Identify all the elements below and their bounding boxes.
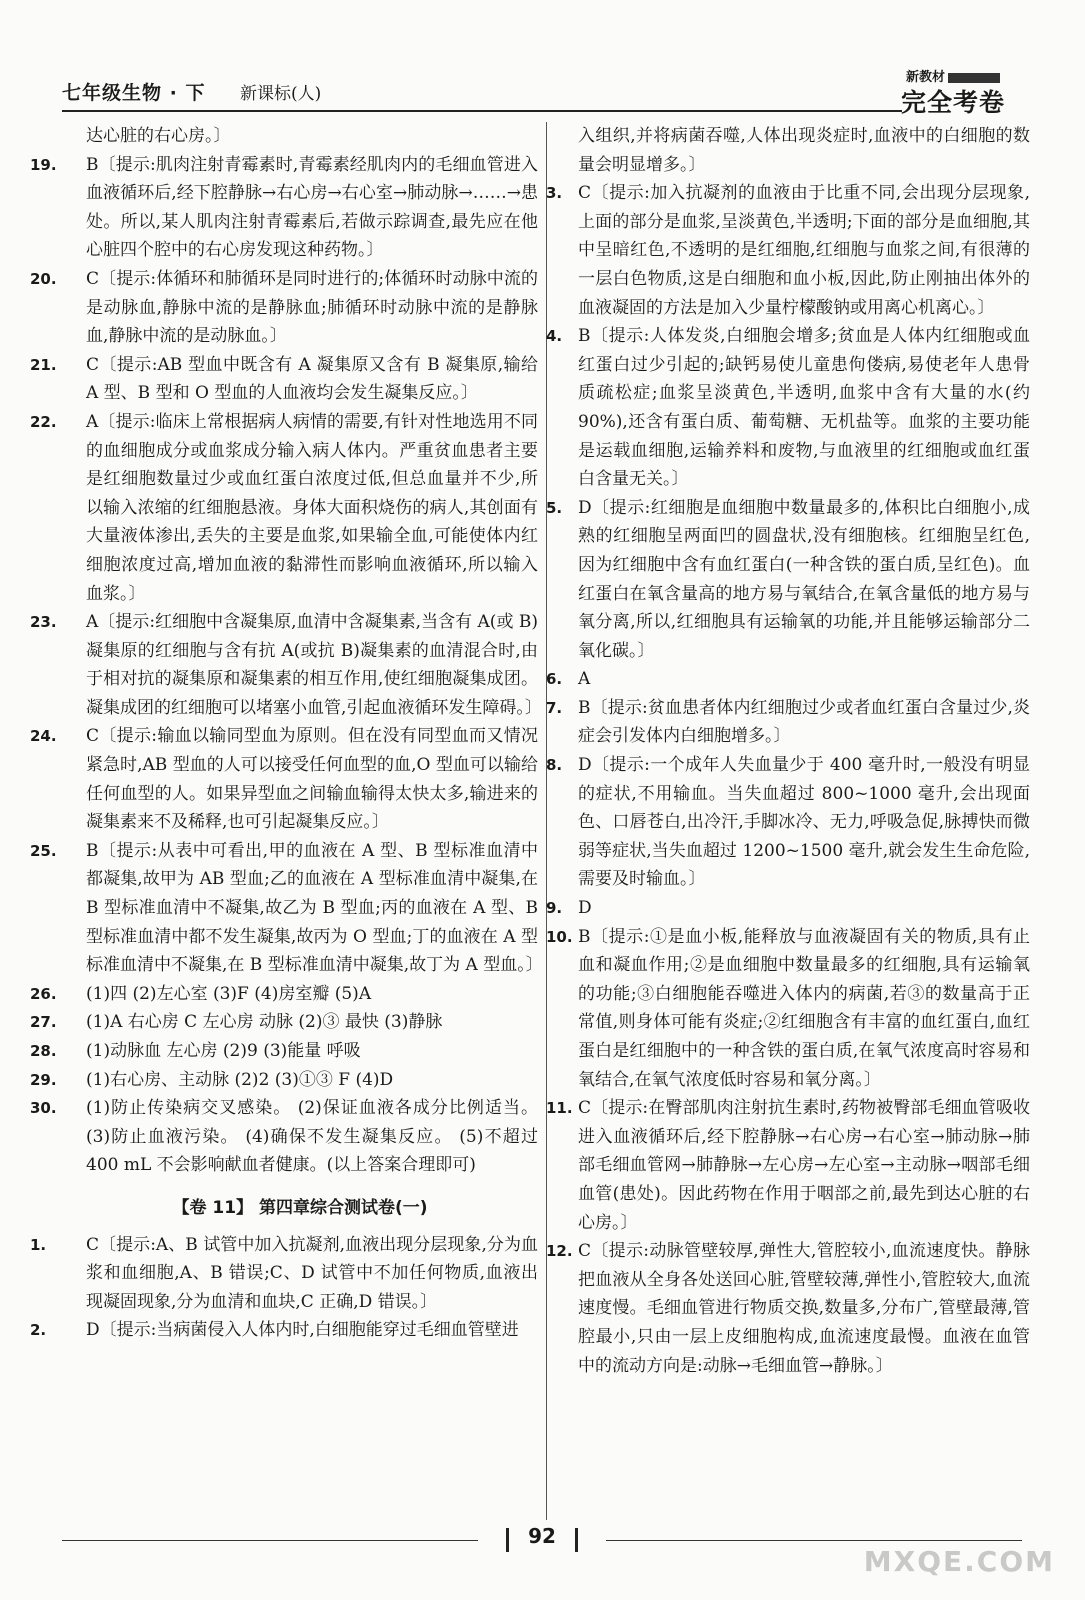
answer-item [546,751,1030,894]
answer-text: (1)动脉血 左心房 (2)9 (3)能量 呼吸 [86,1041,361,1061]
right-continuation [554,122,1030,179]
answer-number: 2. [30,1321,47,1340]
answer-number: 5. [546,498,563,517]
answer-text: D [578,898,592,919]
answer-number: 7. [546,698,563,717]
answer-number: 1. [30,1235,47,1254]
answer-text: C〔提示:体循环和肺循环是同时进行的;体循环时动脉中流的是动脉血,静脉中流的是静脉血;肺循环时动脉中流的是静脉血,静脉中流的是动脉血。〕 [86,268,538,347]
answer-number: 12. [546,1242,573,1261]
brand-bar [948,73,1000,83]
answer-text: (1)A 右心房 C 左心房 动脉 (2)③ 最快 (3)静脉 [86,1012,443,1033]
answer-number: 11. [546,1099,573,1118]
answer-number: 9. [546,899,563,918]
answer-item [30,408,538,608]
answer-text: D〔提示:当病菌侵入人体内时,白细胞能穿过毛细血管壁进 [86,1320,519,1341]
answer-number: 4. [546,327,563,346]
right-column [546,122,1030,1380]
answer-item [546,923,1030,1095]
answer-number: 29. [30,1070,57,1089]
page-number: 92 [498,1524,586,1548]
answer-item [30,980,538,1009]
answer-item [546,1237,1030,1380]
section-title: 【卷 11】 第四章综合测试卷(一) [172,1197,428,1218]
answer-number: 27. [30,1013,57,1032]
answer-number: 10. [546,927,573,946]
brand-big: 完全考卷 [900,88,1005,117]
answer-text: D〔提示:一个成年人失血量少于 400 毫升时,一般没有明显的症状,不用输血。当失血超过 800~1000 毫升,会出现面色、口唇苍白,出冷汗,手脚冰冷、无力,呼吸急促,脉搏快而微弱等症状,当失血超过 1200~1500 毫升,就会发生生命危险,需要及时输血。〕 [578,755,1030,890]
answer-item [30,1231,538,1317]
answer-number: 3. [546,184,563,203]
answer-number: 6. [546,670,563,689]
answer-text: (1)四 (2)左心室 (3)F (4)房室瓣 (5)A [86,983,372,1004]
answer-number: 22. [30,412,57,431]
answer-text: C〔提示:加入抗凝剂的血液由于比重不同,会出现分层现象,上面的部分是血浆,呈淡黄色,半透明;下面的部分是血细胞,其中呈暗红色,不透明的是红细胞,红细胞与血浆之间,有很薄的一层白色物质,这是白细胞和血小板,因此,防止刚抽出体外的血液凝固的方法是加入少量柠檬酸钠或用离心机离心。〕 [578,183,1030,318]
answer-number: 8. [546,756,563,775]
header-rule [62,110,902,112]
footer-rule-left [62,1540,478,1541]
answer-item [546,665,1030,694]
answer-item [30,151,538,265]
answer-text: C〔提示:在臀部肌肉注射抗生素时,药物被臀部毛细血管吸收进入血液循环后,经下腔静脉→右心房→右心室→肺动脉→肺部毛细血管网→肺静脉→左心房→左心室→主动脉→咽部毛细血管(患处)。因此药物在作用于咽部之前,最先到达心脏的右心房。〕 [578,1098,1030,1233]
answer-item [30,1094,538,1180]
answer-item [546,179,1030,322]
left-column [30,122,543,1345]
answer-text: C〔提示:动脉管壁较厚,弹性大,管腔较小,血流速度快。静脉把血液从全身各处送回心脏,管壁较薄,弹性小,管腔较大,血流速度慢。毛细血管进行物质交换,数量多,分布广,管壁最薄,管腔最小,只由一层上皮细胞构成,血流速度最慢。血液在血管中的流动方向是:动脉→毛细血管→静脉。〕 [578,1241,1030,1376]
answer-item [30,608,542,722]
answer-item [546,322,1030,494]
answer-number: 28. [30,1042,57,1060]
answer-text: D〔提示:红细胞是血细胞中数量最多的,体积比白细胞小,成熟的红细胞呈两面凹的圆盘状,没有细胞核。红细胞呈红色,因为红细胞中含有血红蛋白(一种含铁的蛋白质,呈红色)。血红蛋白在氧含量高的地方易与氧结合,在氧含量低的地方易与氧分离,所以,红细胞具有运输氧的功能,并且能够运输部分二氧化碳。〕 [578,497,1030,661]
answer-text: A [578,669,591,690]
answer-number: 19. [30,155,57,174]
answer-number: 26. [30,984,57,1003]
answer-number: 21. [30,355,57,374]
answer-item [30,1066,538,1095]
answer-text: C〔提示:输血以输同型血为原则。但在没有同型血而又情况紧急时,AB 型血的人可以接受任何血型的血,O 型血可以输给任何血型的人。如果异型血之间输血输得太快太多,输进来的凝集素来不及稀释,也可引起凝集反应。〕 [86,726,538,833]
page-header [62,70,1022,117]
answer-number: 23. [30,613,57,632]
answer-item [546,1094,1030,1237]
answer-number: 24. [30,727,57,746]
brand-logo [884,66,1022,119]
brand-small: 新教材 [905,70,945,85]
left-continuation [62,122,538,151]
answer-text: (1)右心房、主动脉 (2)2 (3)①③ F (4)D [86,1069,394,1090]
answer-text: B〔提示:从表中可看出,甲的血液在 A 型、B 型标准血清中都凝集,故甲为 AB 型血;乙的血液在 A 型标准血清中凝集,在 B 型标准血清中不凝集,故乙为 B 型血;丙的血液在 A 型、B 型标准血清中都不发生凝集,故丙为 O 型血;丁的血液在 A 型标准血清中不凝集,在 B 型标准血清中凝集,故丁为 A 型血。〕 [86,840,543,976]
watermark: MXQE.COM [863,1545,1055,1578]
answer-item [546,694,1030,751]
header-edition: 新课标(人) [240,84,322,104]
answer-text: B〔提示:人体发炎,白细胞会增多;贫血是人体内红细胞或血红蛋白过少引起的;缺钙易使儿童患佝偻病,易使老年人患骨质疏松症;血浆呈淡黄色,半透明,血浆中含有大量的水(约 90%),还含有蛋白质、葡萄糖、无机盐等。血浆的主要功能是运载血细胞,运输养料和废物,与血液里的红细胞或血红蛋白含量无关。〕 [578,326,1030,490]
answer-item [30,722,538,836]
continuation-text: 入组织,并将病菌吞噬,人体出现炎症时,血液中的白细胞的数量会明显增多。〕 [578,126,1030,175]
answer-number: 20. [30,269,57,288]
answer-item [30,265,538,351]
answer-text: C〔提示:AB 型血中既含有 A 凝集原又含有 B 凝集原,输给 A 型、B 型和 O 型血的人血液均会发生凝集反应。〕 [86,354,538,404]
answer-text: A〔提示:红细胞中含凝集原,血清中含凝集素,当含有 A(或 B)凝集原的红细胞与含有抗 A(或抗 B)凝集素的血清混合时,由于相对抗的凝集原和凝集素的相互作用,使红细胞凝集成团。凝集成团的红细胞可以堵塞小血管,引起血液循环发生障碍。〕 [86,612,542,718]
answer-text: A〔提示:临床上常根据病人病情的需要,有针对性地选用不同的血细胞成分或血浆成分输入病人体内。严重贫血患者主要是红细胞数量过少或血红蛋白浓度过低,但总血量并不少,所以输入浓缩的红细胞悬液。身体大面积烧伤的病人,其创面有大量液体渗出,丢失的主要是血浆,如果输全血,可能使体内红细胞浓度过高,增加血液的黏滞性而影响血液循环,所以输入血浆。〕 [86,411,538,604]
answer-item [546,894,1030,923]
answer-text: B〔提示:①是血小板,能释放与血液凝固有关的物质,具有止血和凝血作用;②是血细胞中数量最多的红细胞,具有运输氧的功能;③白细胞能吞噬进入体内的病菌,若③的数量高于正常值,则身体可能有炎症;②红细胞含有丰富的血红蛋白,血红蛋白是红细胞中的一种含铁的蛋白质,在氧气浓度高时容易和氧结合,在氧气浓度低时容易和氧分离。〕 [578,926,1030,1090]
answer-item [30,351,538,408]
answer-text: (1)防止传染病交叉感染。 (2)保证血液各成分比例适当。 (3)防止血液污染。 (4)确保不发生凝集反应。 (5)不超过 400 mL 不会影响献血者健康。(以上答案合理即可) [86,1098,538,1176]
answer-item [30,837,543,980]
header-subject: 七年级生物 · 下 [62,82,206,104]
answer-text: B〔提示:肌肉注射青霉素时,青霉素经肌肉内的毛细血管进入血液循环后,经下腔静脉→右心房→右心室→肺动脉→……→患处。所以,某人肌肉注射青霉素后,若做示踪调查,最先应在他心脏四个腔中的右心房发现这种药物。〕 [86,154,538,261]
footer-rule-right [606,1540,1022,1541]
answer-text: B〔提示:贫血患者体内红细胞过少或者血红蛋白含量过少,炎症会引发体内白细胞增多。〕 [578,697,1030,747]
answer-number: 25. [30,841,57,860]
answer-item [30,1008,538,1037]
answer-item [30,1316,538,1345]
answer-text: C〔提示:A、B 试管中加入抗凝剂,血液出现分层现象,分为血浆和血细胞,A、B 错误;C、D 试管中不加任何物质,血液出现凝固现象,分为血清和血块,C 正确,D 错误。〕 [86,1234,538,1312]
continuation-text: 达心脏的右心房。〕 [86,126,231,146]
answer-number: 30. [30,1099,57,1118]
answer-item [546,494,1030,666]
answer-item [30,1037,538,1066]
